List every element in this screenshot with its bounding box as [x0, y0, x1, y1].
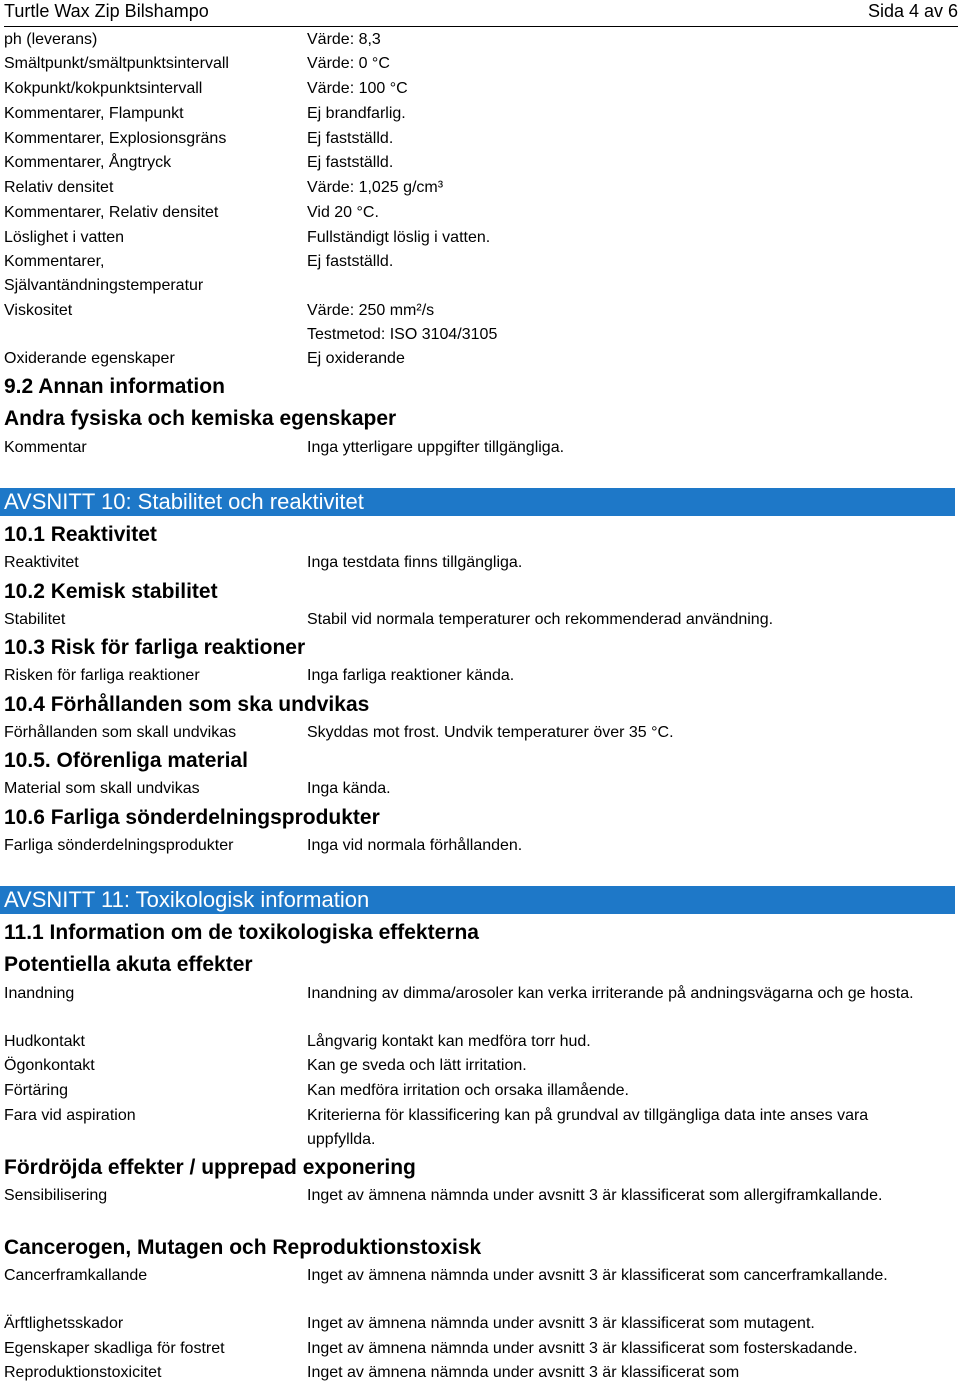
subsection-heading: 10.4 Förhållanden som ska undvikas	[4, 693, 370, 716]
subsection-heading: 10.1 Reaktivitet	[4, 523, 157, 546]
property-value: Skyddas mot frost. Undvik temperaturer över 35 °C.	[307, 724, 674, 741]
property-label: Kokpunkt/kokpunktsintervall	[4, 80, 203, 97]
page-number: Sida 4 av 6	[867, 1, 958, 21]
document-title: Turtle Wax Zip Bilshampo	[4, 1, 209, 21]
property-label: Kommentar	[4, 439, 87, 456]
property-value: Testmetod: ISO 3104/3105	[307, 326, 498, 343]
property-value: Värde: 0 °C	[307, 55, 390, 72]
subsection-heading: 11.1 Information om de toxikologiska effekterna	[4, 921, 479, 944]
property-label: Stabilitet	[4, 611, 66, 628]
property-value: Fullständigt löslig i vatten.	[307, 229, 491, 246]
property-value: Inga ytterligare uppgifter tillgängliga.	[307, 439, 565, 456]
subsection-heading: Fördröjda effekter / upprepad exponering	[4, 1156, 416, 1179]
property-value: Värde: 1,025 g/cm³	[307, 179, 444, 196]
property-label: Smältpunkt/smältpunktsintervall	[4, 55, 229, 72]
page-header	[4, 0, 958, 27]
property-value: Ej brandfarlig.	[307, 105, 406, 122]
property-label: Reproduktionstoxicitet	[4, 1364, 162, 1381]
property-value: Inandning av dimma/arosoler kan verka irriterande på andningsvägarna och ge hosta.	[307, 985, 914, 1002]
property-label: Cancerframkallande	[4, 1267, 148, 1284]
property-value: Ej fastställd.	[307, 253, 394, 270]
property-label: Hudkontakt	[4, 1033, 85, 1050]
property-value: Inget av ämnena nämnda under avsnitt 3 är klassificerat som cancerframkallande.	[307, 1267, 888, 1284]
section-heading: AVSNITT 11: Toxikologisk information	[0, 886, 955, 914]
property-label: Kommentarer, Relativ densitet	[4, 204, 219, 221]
property-label: Ärftlighetsskador	[4, 1315, 124, 1332]
property-label: Farliga sönderdelningsprodukter	[4, 837, 234, 854]
property-value: Ej fastställd.	[307, 130, 394, 147]
subsection-heading: 10.5. Oförenliga material	[4, 749, 248, 772]
property-label: Fara vid aspiration	[4, 1107, 136, 1124]
property-value: Värde: 100 °C	[307, 80, 408, 97]
property-label: Relativ densitet	[4, 179, 114, 196]
property-value: Kan medföra irritation och orsaka illamående.	[307, 1082, 629, 1099]
property-label: Kommentarer, Explosionsgräns	[4, 130, 227, 147]
property-label: Inandning	[4, 985, 75, 1002]
property-value: Inga kända.	[307, 780, 391, 797]
property-label: Risken för farliga reaktioner	[4, 667, 200, 684]
property-value: Inget av ämnena nämnda under avsnitt 3 är klassificerat som mutagent.	[307, 1315, 815, 1332]
subsection-heading: Cancerogen, Mutagen och Reproduktionstoxisk	[4, 1236, 482, 1259]
property-label: Ögonkontakt	[4, 1057, 95, 1074]
property-value: Ej oxiderande	[307, 350, 405, 367]
property-value: Kan ge sveda och lätt irritation.	[307, 1057, 527, 1074]
property-label: Löslighet i vatten	[4, 229, 125, 246]
property-value: Inget av ämnena nämnda under avsnitt 3 är klassificerat som fosterskadande.	[307, 1340, 858, 1357]
section-heading: AVSNITT 10: Stabilitet och reaktivitet	[0, 488, 955, 516]
property-value: Ej fastställd.	[307, 154, 394, 171]
property-value: Långvarig kontakt kan medföra torr hud.	[307, 1033, 591, 1050]
property-label: Viskositet	[4, 302, 73, 319]
property-label: Oxiderande egenskaper	[4, 350, 175, 367]
property-value: Kriterierna för klassificering kan på grundval av tillgängliga data inte anses vara uppfyllda.	[307, 1107, 869, 1148]
property-value: Vid 20 °C.	[307, 204, 379, 221]
subsection-heading: 9.2 Annan information	[4, 375, 225, 398]
property-value: Inget av ämnena nämnda under avsnitt 3 är klassificerat som allergiframkallande.	[307, 1187, 883, 1204]
subsection-heading: 10.3 Risk för farliga reaktioner	[4, 636, 306, 659]
property-value: Värde: 250 mm²/s	[307, 302, 435, 319]
property-label: Reaktivitet	[4, 554, 79, 571]
property-value: Värde: 8,3	[307, 31, 381, 48]
property-label: ph (leverans)	[4, 31, 98, 48]
property-value: Inget av ämnena nämnda under avsnitt 3 är klassificerat som	[307, 1364, 740, 1381]
property-label: Kommentarer, Självantändningstemperatur	[4, 253, 204, 294]
subsection-heading: Potentiella akuta effekter	[4, 953, 253, 976]
property-label: Sensibilisering	[4, 1187, 108, 1204]
property-label: Förhållanden som skall undvikas	[4, 724, 237, 741]
property-label: Förtäring	[4, 1082, 69, 1099]
property-label: Material som skall undvikas	[4, 780, 200, 797]
property-label: Egenskaper skadliga för fostret	[4, 1340, 225, 1357]
subsection-heading: 10.6 Farliga sönderdelningsprodukter	[4, 806, 380, 829]
property-value: Inga vid normala förhållanden.	[307, 837, 523, 854]
property-label: Kommentarer, Flampunkt	[4, 105, 184, 122]
subsection-heading: Andra fysiska och kemiska egenskaper	[4, 407, 397, 430]
property-label: Kommentarer, Ångtryck	[4, 154, 172, 171]
subsection-heading: 10.2 Kemisk stabilitet	[4, 580, 218, 603]
property-value: Stabil vid normala temperaturer och rekommenderad användning.	[307, 611, 774, 628]
property-value: Inga farliga reaktioner kända.	[307, 667, 515, 684]
property-value: Inga testdata finns tillgängliga.	[307, 554, 523, 571]
